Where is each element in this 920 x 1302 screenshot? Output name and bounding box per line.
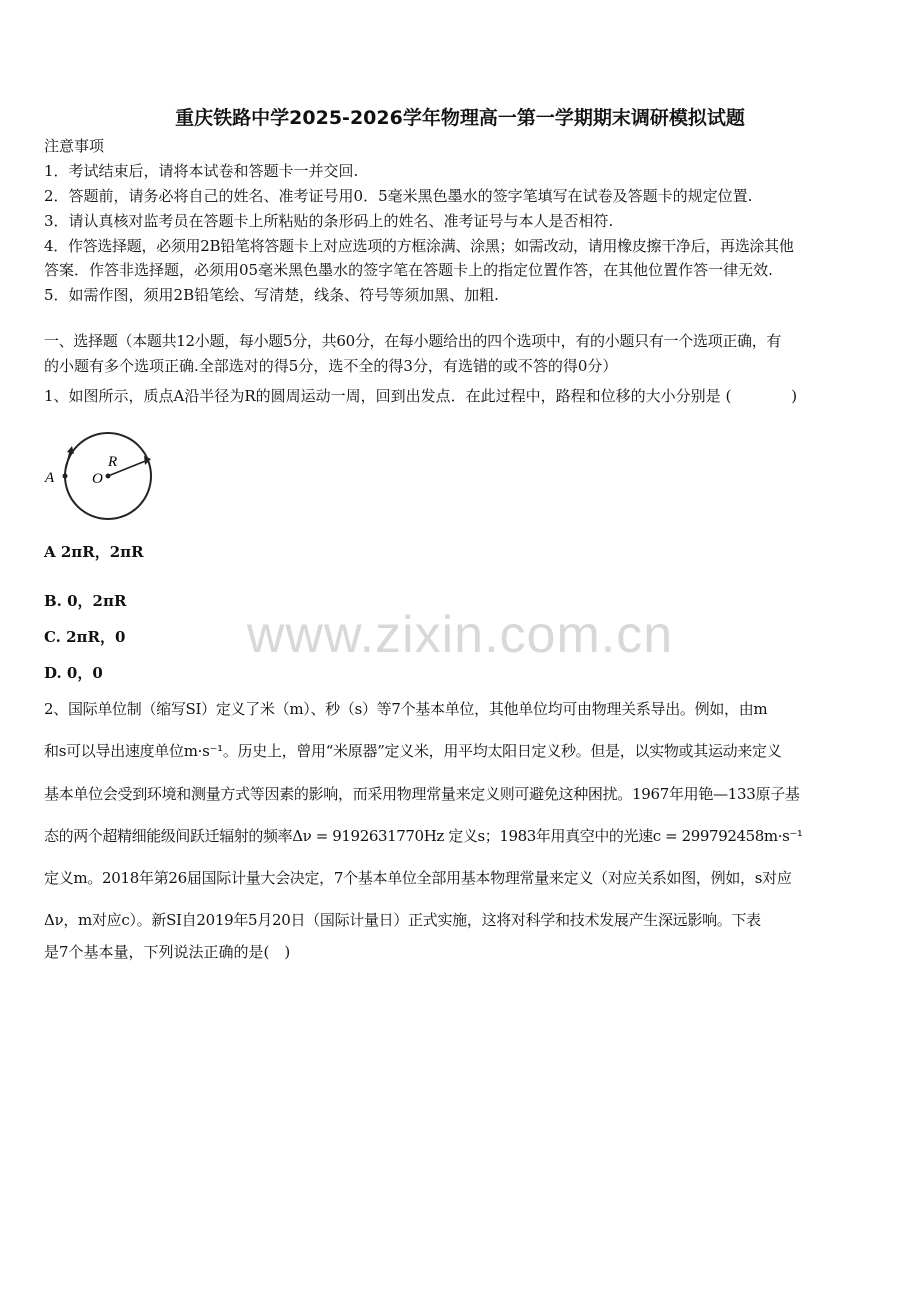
question-2-line: 是7个基本量，下列说法正确的是( ): [44, 943, 291, 961]
notes-heading: 注意事项: [44, 137, 105, 155]
label-a: A: [45, 470, 55, 486]
question-2-line: Δν，m对应c）。新SI自2019年5月20日（国际计量日）正式实施，这将对科学和技术发展产生深远影响。下表: [44, 911, 761, 929]
question-1-stem: 1、如图所示，质点A沿半径为R的圆周运动一周，回到出发点．在此过程中，路程和位移的大小分别是 ( ): [44, 387, 798, 405]
page-title: 重庆铁路中学2025-2026学年物理高一第一学期期末调研模拟试题: [175, 107, 745, 129]
note-line: 答案．作答非选择题，必须用05毫米黑色墨水的签字笔在答题卡上的指定位置作答，在其他位置作答一律无效.: [44, 261, 773, 279]
note-line: 1．考试结束后，请将本试卷和答题卡一并交回.: [44, 162, 359, 180]
section-instructions: 一、选择题（本题共12小题，每小题5分，共60分，在每小题给出的四个选项中，有的小题只有一个选项正确，有: [44, 332, 782, 350]
option-c: C. 2πR，0: [44, 628, 126, 646]
option-d: D. 0，0: [44, 664, 103, 682]
question-2-line: 定义m。2018年第26届国际计量大会决定，7个基本单位全部用基本物理常量来定义（对应关系如图，例如，s对应: [44, 869, 792, 887]
option-b: B. 0，2πR: [44, 592, 127, 610]
note-line: 3．请认真核对监考员在答题卡上所粘贴的条形码上的姓名、准考证号与本人是否相符.: [44, 212, 614, 230]
note-line: 2．答题前，请务必将自己的姓名、准考证号用0．5毫米黑色墨水的签字笔填写在试卷及答题卡的规定位置.: [44, 187, 753, 205]
label-o: O: [92, 471, 103, 487]
note-line: 4．作答选择题，必须用2B铅笔将答题卡上对应选项的方框涂满、涂黑；如需改动，请用橡皮擦干净后，再选涂其他: [44, 237, 794, 255]
question-2-line: 态的两个超精细能级间跃迁辐射的频率Δν = 9192631770Hz 定义s；1983年用真空中的光速c = 299792458m·s⁻¹: [44, 827, 803, 845]
question-2-line: 和s可以导出速度单位m·s⁻¹。历史上，曾用“米原器”定义米，用平均太阳日定义秒。但是，以实物或其运动来定义: [44, 742, 782, 760]
section-instructions: 的小题有多个选项正确.全部选对的得5分，选不全的得3分，有选错的或不答的得0分）: [44, 357, 618, 375]
label-r: R: [108, 454, 118, 470]
circle-diagram: [40, 428, 160, 532]
question-2-line: 2、国际单位制（缩写SI）定义了米（m）、秒（s）等7个基本单位，其他单位均可由物理关系导出。例如，由m: [44, 700, 768, 718]
watermark: www.zixin.com.cn: [246, 606, 674, 664]
question-2-line: 基本单位会受到环境和测量方式等因素的影响，而采用物理常量来定义则可避免这种困扰。1967年用铯—133原子基: [44, 785, 800, 803]
note-line: 5．如需作图，须用2B铅笔绘、写清楚，线条、符号等须加黑、加粗.: [44, 286, 499, 304]
option-a: A 2πR，2πR: [44, 543, 144, 561]
